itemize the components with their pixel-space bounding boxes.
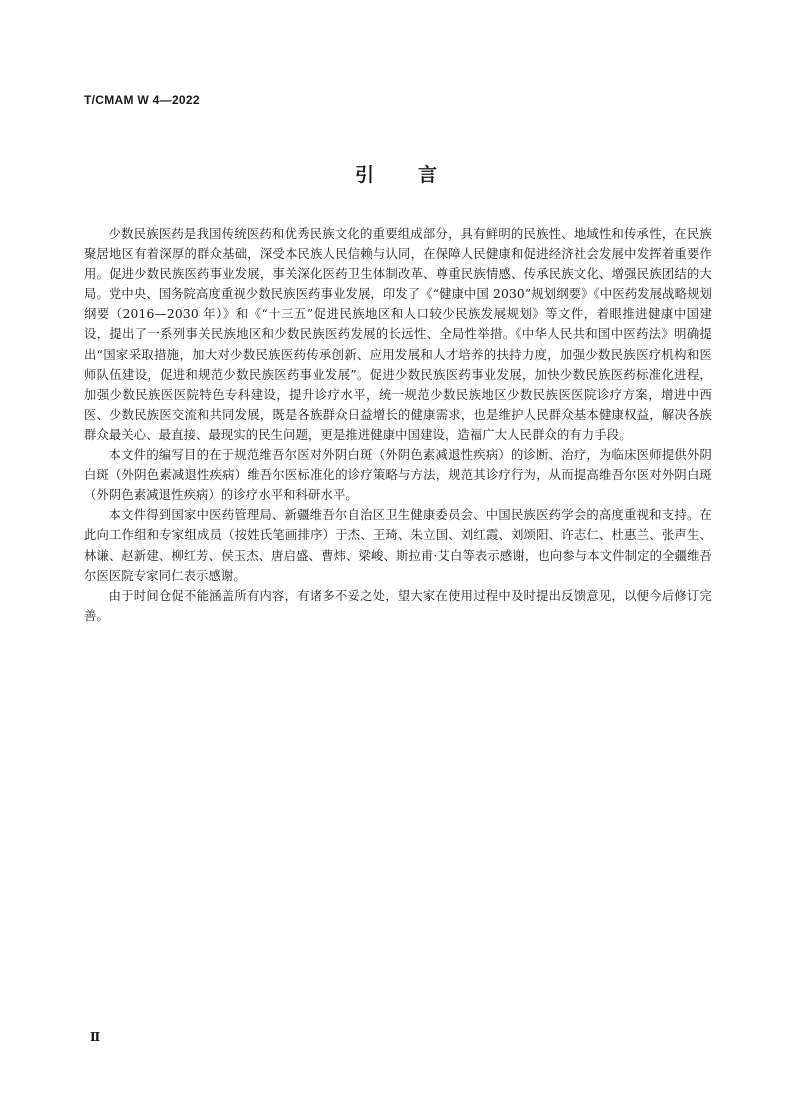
paragraph-acknowledgements: 本文件得到国家中医药管理局、新疆维吾尔自治区卫生健康委员会、中国民族医药学会的高度重视和支持。在此向工作组和专家组成员（按姓氏笔画排序）于杰、王琦、朱立国、刘红霞、刘颂阳、许志仁、杜惠兰、张声生、林谦、赵新建、柳红芳、侯玉杰、唐启盛、曹炜、梁峻、斯拉甫·艾白等表示感谢，也向参与本文件制定的全疆维吾尔医医院专家同仁表示感谢。 [84, 508, 712, 583]
page-title [0, 160, 792, 187]
paragraph-disclaimer: 由于时间仓促不能涵盖所有内容，有诸多不妥之处，望大家在使用过程中及时提出反馈意见，以便今后修订完善。 [84, 588, 712, 623]
document-code: T/CMAM W 4—2022 [84, 93, 200, 107]
title-char-1: 引 [354, 164, 374, 186]
title-char-2: 言 [418, 164, 438, 186]
page-number: Ⅱ [90, 1030, 101, 1044]
paragraph-background: 少数民族医药是我国传统医药和优秀民族文化的重要组成部分，具有鲜明的民族性、地域性和传承性，在民族聚居地区有着深厚的群众基础，深受本民族人民信赖与认同，在保障人民健康和促进经济社会发展中发挥着重要作用。促进少数民族医药事业发展，事关深化医药卫生体制改革、尊重民族情感、传承民族文化、增强民族团结的大局。党中央、国务院高度重视少数民族医药事业发展，印发了《“健康中国 2030”规划纲要》《中医药发展战略规划纲要（2016—2030 年）》和《“十三五”促进民族地区和人口较少民族发展规划》等文件，着眼推进健康中国建设，提出了一系列事关民族地区和少数民族医药发展的长远性、全局性举措。《中华人民共和国中医药法》明确提出“国家采取措施，加大对少数民族医药传承创新、应用发展和人才培养的扶持力度，加强少数民族医疗机构和医师队伍建设，促进和规范少数民族医药事业发展”。促进少数民族医药事业发展，加快少数民族医药标准化进程，加强少数民族医医院特色专科建设，提升诊疗水平，统一规范少数民族地区少数民族医医院诊疗方案，增进中西医、少数民族医交流和共同发展，既是各族群众日益增长的健康需求，也是维护人民群众基本健康权益，解决各族群众最关心、最直接、最现实的民生问题，更是推进健康中国建设，造福广大人民群众的有力手段。 [84, 227, 712, 442]
paragraph-purpose: 本文件的编写目的在于规范维吾尔医对外阴白斑（外阴色素减退性疾病）的诊断、治疗，为临床医师提供外阴白斑（外阴色素减退性疾病）维吾尔医标准化的诊疗策略与方法，规范其诊疗行为，从而提高维吾尔医对外阴白斑（外阴色素减退性疾病）的诊疗水平和科研水平。 [84, 448, 712, 503]
introduction-body [84, 224, 712, 626]
